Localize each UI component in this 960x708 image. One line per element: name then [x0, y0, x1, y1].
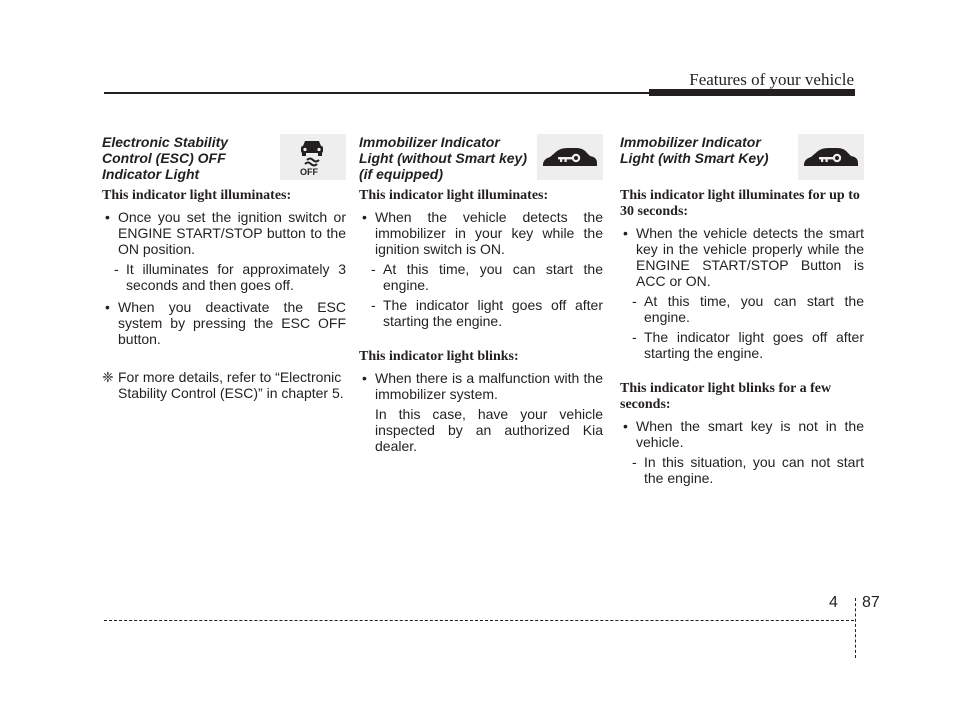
footer-rule [104, 620, 854, 621]
immobilizer-section [359, 134, 603, 454]
header-title: Features of your vehicle [689, 70, 854, 89]
chapter-number: 4 [829, 594, 838, 611]
header-bar [649, 89, 855, 96]
smart-bullet-detects: • When the vehicle detects the smart key in the vehicle properly while the ENGINE START/STOP Button is ACC or ON. [620, 225, 864, 289]
page-number: 87 [862, 594, 880, 611]
note-mark-icon: ❈ [102, 369, 114, 385]
immo-text-dealer: In this case, have your vehicle inspected by an authorized Kia dealer. [375, 406, 603, 454]
immo-sub-goes-off: - The indicator light goes off after starting the engine. [359, 297, 603, 329]
esc-note-text: For more details, refer to “Electronic Stability Control (ESC)” in chapter 5. [118, 369, 344, 401]
esc-off-title: Electronic Stability Control (ESC) OFF Indicator Light [102, 134, 229, 182]
immo-bullet-detects: • When the vehicle detects the immobilizer in your key while the ignition switch is ON. [359, 209, 603, 257]
immobilizer-key-car-icon [537, 134, 603, 180]
immobilizer-smart-title: Immobilizer Indicator Light (with Smart Key) [620, 134, 769, 166]
esc-sub-duration: - It illuminates for approximately 3 seconds and then goes off. [102, 261, 346, 293]
immo-bullet-malfunction: • When there is a malfunction with the immobilizer system. [359, 370, 603, 402]
immo-sub-start: - At this time, you can start the engine. [359, 261, 603, 293]
esc-bullet-deactivate: • When you deactivate the ESC system by pressing the ESC OFF button. [102, 299, 346, 347]
immobilizer-smart-section [620, 134, 864, 486]
esc-condition-illuminates: This indicator light illuminates: [102, 188, 292, 203]
smart-sub-cannot-start: - In this situation, you can not start the engine. [620, 454, 864, 486]
immo-condition-blinks: This indicator light blinks: [359, 349, 519, 364]
header-rule [104, 92, 649, 94]
smart-condition-illuminates: This indicator light illuminates for up to 30 seconds: [620, 188, 860, 219]
footer-divider [855, 598, 856, 658]
esc-off-section [102, 134, 346, 401]
smart-bullet-not-in-vehicle: • When the smart key is not in the vehicle. [620, 418, 864, 450]
immobilizer-title: Immobilizer Indicator Light (without Smart key) (if equipped) [359, 134, 527, 182]
smart-sub-goes-off: - The indicator light goes off after starting the engine. [620, 329, 864, 361]
esc-bullet-ignition: • Once you set the ignition switch or ENGINE START/STOP button to the ON position. [102, 209, 346, 257]
immobilizer-smart-key-car-icon [798, 134, 864, 180]
esc-off-icon [280, 134, 346, 180]
smart-condition-blinks: This indicator light blinks for a few seconds: [620, 381, 832, 412]
esc-off-icon-label: OFF [300, 167, 318, 177]
smart-sub-start: - At this time, you can start the engine. [620, 293, 864, 325]
immo-condition-illuminates: This indicator light illuminates: [359, 188, 549, 203]
esc-note [102, 369, 346, 401]
